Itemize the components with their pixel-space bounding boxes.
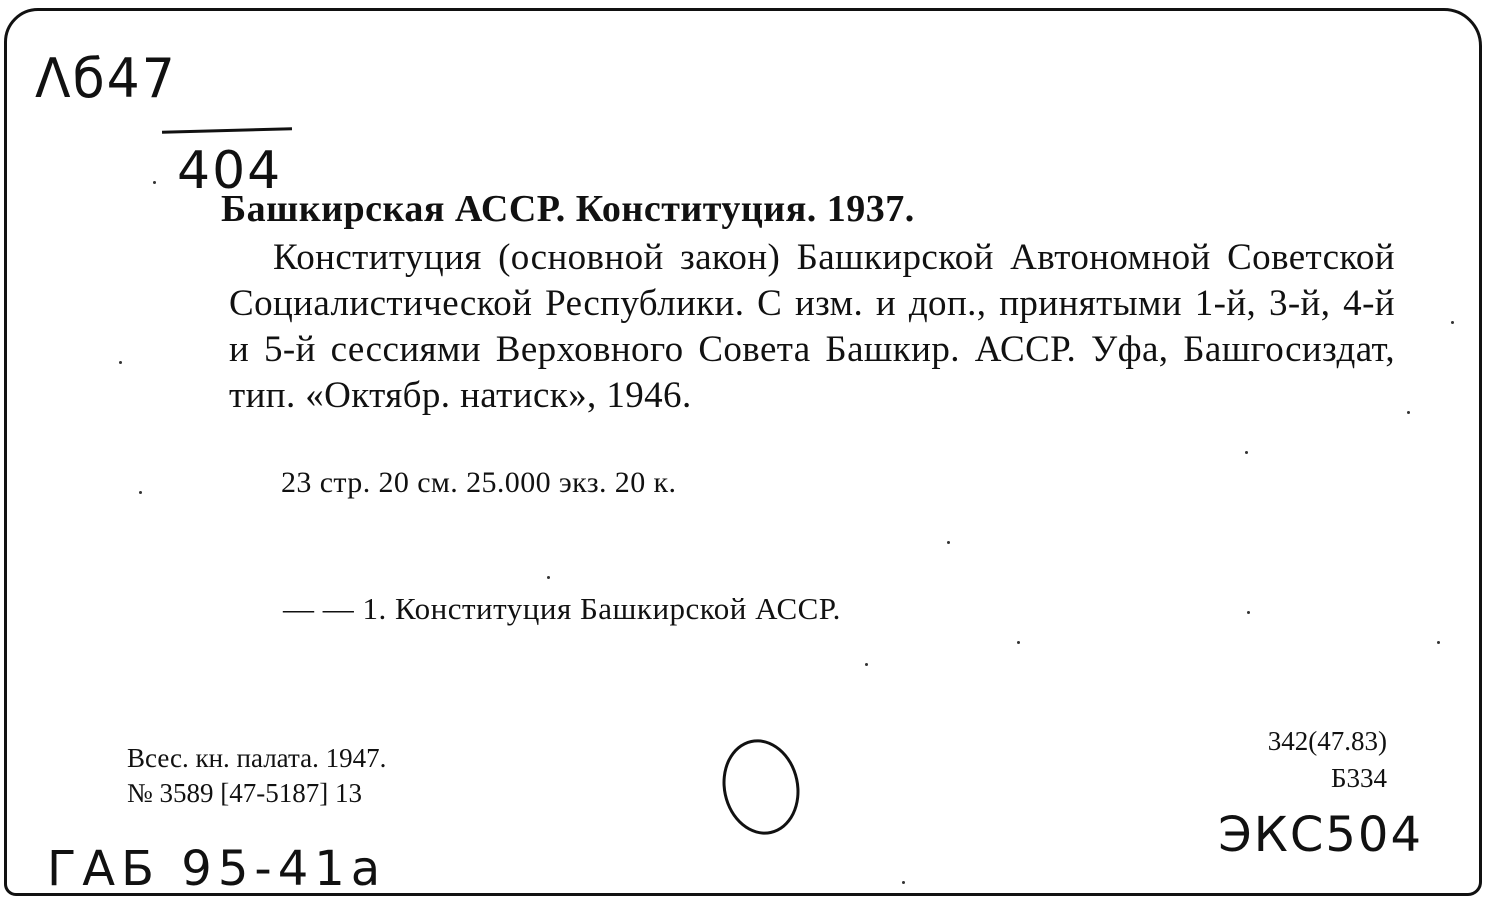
paper-speck	[1407, 411, 1410, 414]
paper-speck	[547, 576, 550, 579]
paper-speck	[1451, 321, 1454, 324]
handwritten-shelfmark-top: Λб47	[35, 47, 177, 111]
handwritten-archive-number: ГАБ 95-41а	[47, 841, 387, 896]
handwritten-fraction-line	[162, 127, 292, 133]
punched-hole-outline	[714, 732, 808, 842]
subject-tracing: — — 1. Конституция Башкирской АССР.	[283, 591, 841, 626]
classmark-line-1: 342(47.83)	[1267, 726, 1387, 756]
paper-speck	[153, 181, 156, 184]
registry-line-1: Всес. кн. палата. 1947.	[127, 743, 387, 773]
handwritten-inventory-number: ЭКС504	[1218, 807, 1423, 863]
paper-speck	[865, 663, 868, 666]
paper-speck	[119, 361, 122, 364]
paper-speck	[1245, 451, 1248, 454]
catalog-card	[4, 8, 1482, 896]
chamber-registry	[127, 741, 386, 811]
classification-mark	[1268, 723, 1387, 797]
registry-line-2: № 3589 [47-5187] 13	[127, 778, 362, 808]
handwritten-shelfmark-number: 404	[177, 141, 283, 201]
paper-speck	[1017, 641, 1020, 644]
paper-speck	[1437, 641, 1440, 644]
paper-speck	[902, 881, 905, 884]
card-heading: Башкирская АССР. Конституция. 1937.	[221, 188, 915, 230]
paper-speck	[1247, 611, 1250, 614]
paper-speck	[947, 541, 950, 544]
classmark-line-2: Б334	[1330, 763, 1387, 793]
paper-speck	[139, 491, 142, 494]
bibliographic-description: Конституция (основной закон) Башкирской Автономной Советской Социалистической Республики. С изм. и доп., принятыми 1-й, 3-й, 4-й и 5-й сессиями Верховного Совета Башкир. АССР. Уфа, Башгосиздат, тип. «Октябр. натиск», 1946.	[229, 237, 1395, 416]
collation-line: 23 стр. 20 см. 25.000 экз. 20 к.	[281, 466, 677, 499]
